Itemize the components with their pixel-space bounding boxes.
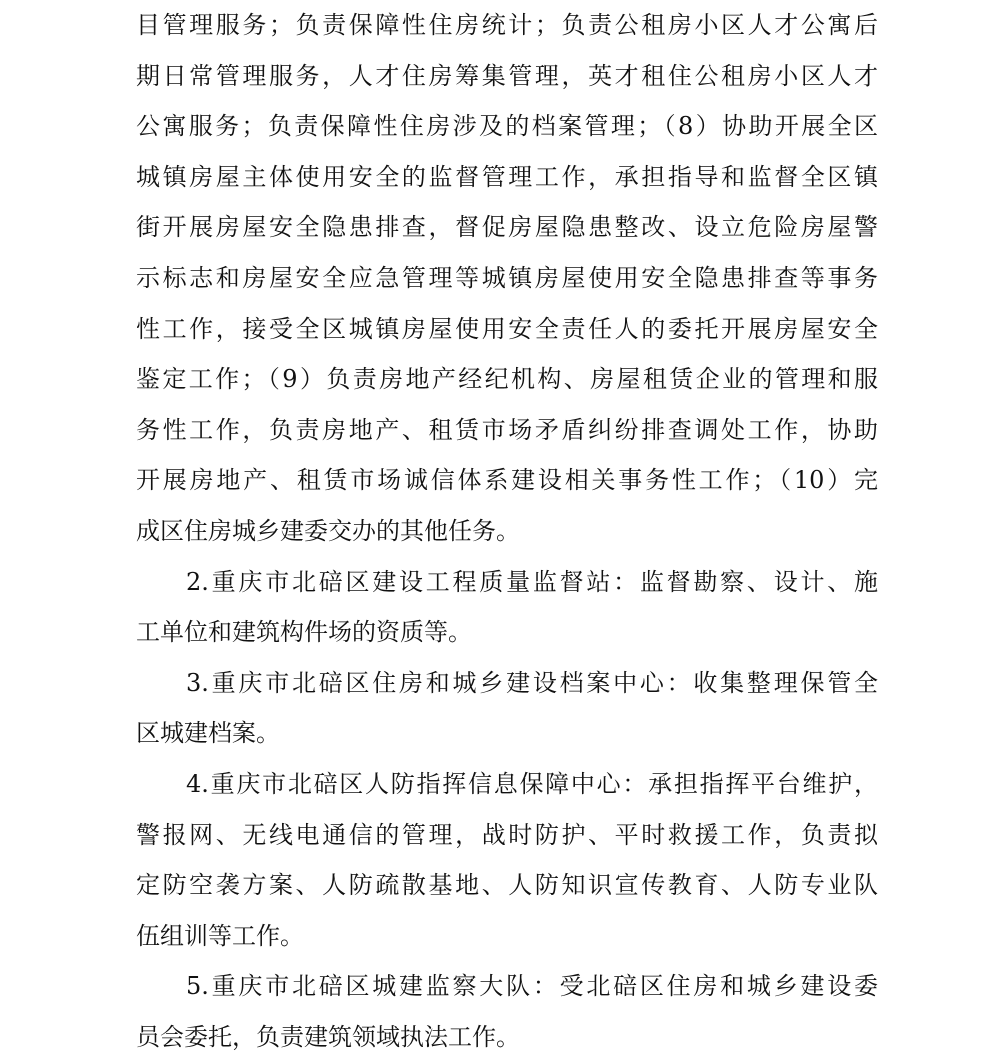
text-line: 警报网、无线电通信的管理，战时防护、平时救援工作，负责拟 [136, 820, 878, 849]
text-line: 2.重庆市北碚区建设工程质量监督站：监督勘察、设计、施 [186, 567, 878, 596]
text-line: 员会委托，负责建筑领域执法工作。 [136, 1022, 520, 1051]
paragraph-item-5 [136, 961, 878, 1062]
document-body [136, 0, 878, 1062]
text-line: 4.重庆市北碚区人防指挥信息保障中心：承担指挥平台维护， [186, 769, 878, 798]
text-line: 目管理服务；负责保障性住房统计；负责公租房小区人才公寓后 [136, 11, 878, 39]
text-line: 5.重庆市北碚区城建监察大队：受北碚区住房和城乡建设委 [186, 972, 878, 1001]
text-line: 期日常管理服务，人才住房筹集管理，英才租住公租房小区人才 [136, 61, 878, 90]
text-line: 定防空袭方案、人防疏散基地、人防知识宣传教育、人防专业队 [136, 871, 878, 900]
text-line: 成区住房城乡建委交办的其他任务。 [136, 516, 520, 545]
text-line: 街开展房屋安全隐患排查，督促房屋隐患整改、设立危险房屋警 [136, 213, 878, 242]
text-line: 公寓服务；负责保障性住房涉及的档案管理；（8）协助开展全区 [136, 112, 878, 141]
paragraph-item-3 [136, 658, 878, 759]
text-line: 3.重庆市北碚区住房和城乡建设档案中心：收集整理保管全 [186, 668, 878, 697]
text-line: 开展房地产、租赁市场诚信体系建设相关事务性工作；（10）完 [136, 466, 878, 495]
paragraph-continued-duties [136, 0, 878, 557]
text-line: 鉴定工作；（9）负责房地产经纪机构、房屋租赁企业的管理和服 [136, 365, 878, 394]
text-line: 城镇房屋主体使用安全的监督管理工作，承担指导和监督全区镇 [136, 162, 878, 191]
text-line: 务性工作，负责房地产、租赁市场矛盾纠纷排查调处工作，协助 [136, 415, 878, 444]
text-line: 伍组训等工作。 [136, 921, 304, 950]
text-line: 示标志和房屋安全应急管理等城镇房屋使用安全隐患排查等事务 [136, 263, 878, 292]
paragraph-item-2 [136, 557, 878, 658]
paragraph-item-4 [136, 759, 878, 961]
text-line: 区城建档案。 [136, 719, 280, 748]
text-line: 工单位和建筑构件场的资质等。 [136, 618, 472, 647]
text-line: 性工作，接受全区城镇房屋使用安全责任人的委托开展房屋安全 [136, 314, 878, 343]
